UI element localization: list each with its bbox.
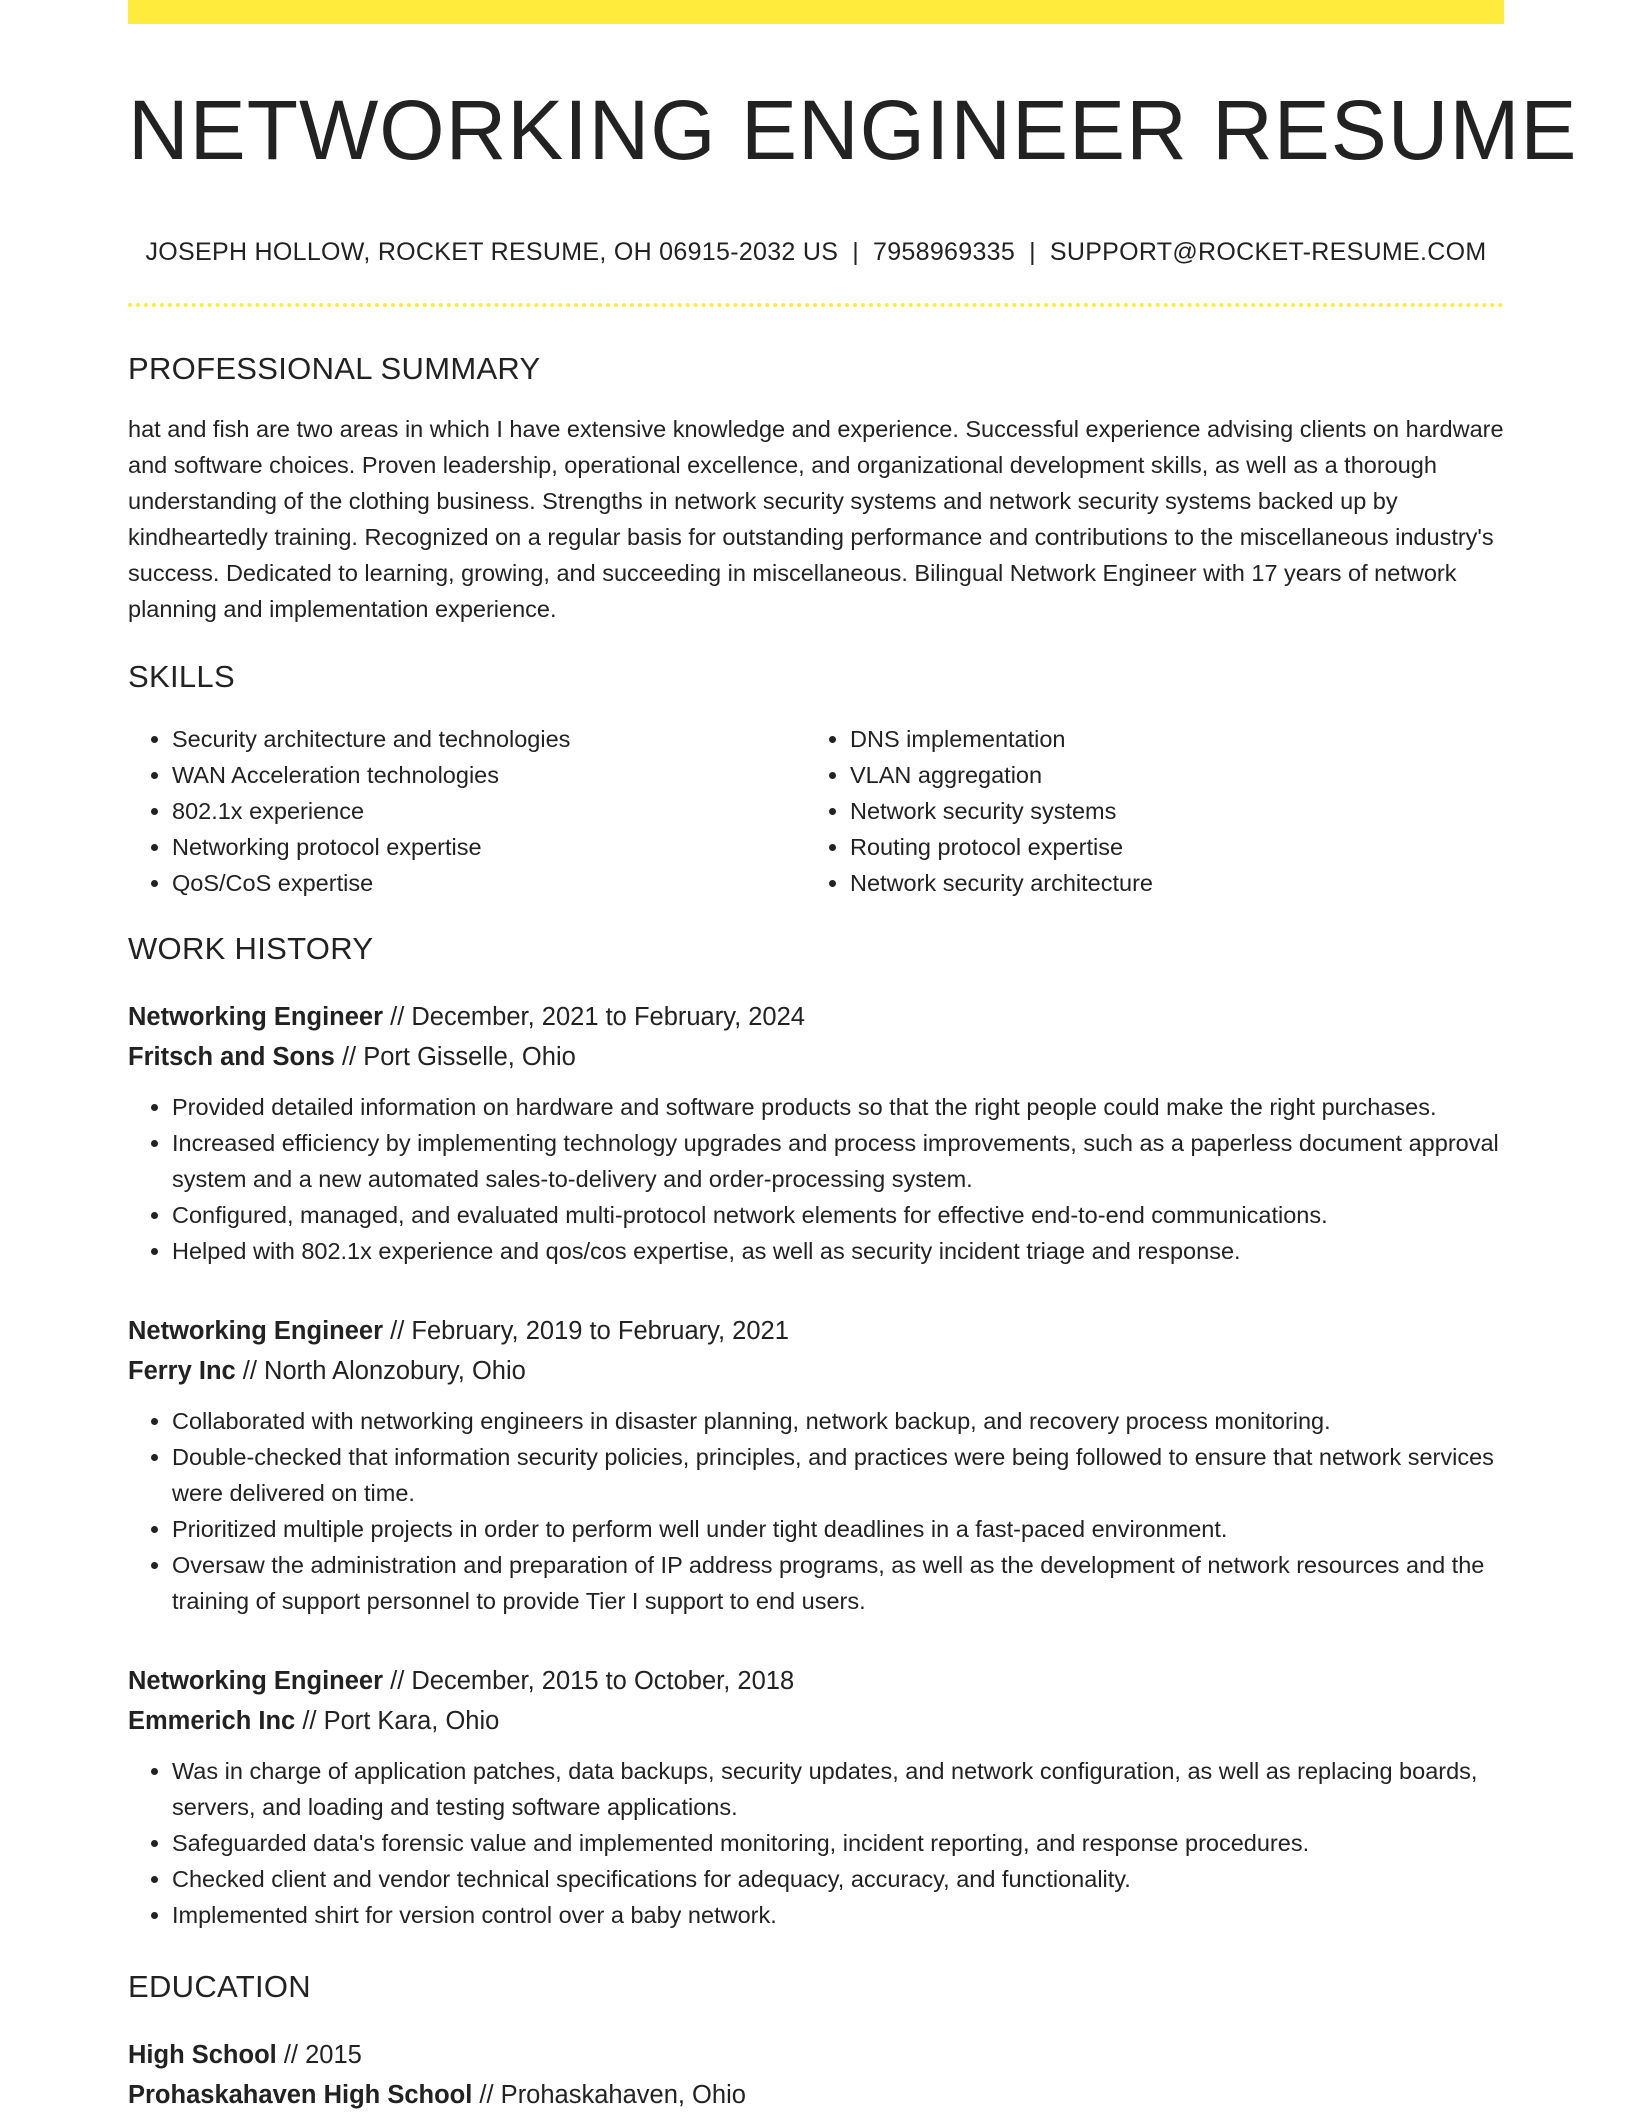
- job-bullet: • Safeguarded data's forensic value and implemented monitoring, incident reporting, and response procedures.: [172, 1825, 1504, 1861]
- job-bullet: • Collaborated with networking engineers in disaster planning, network backup, and recovery process monitoring.: [172, 1403, 1504, 1439]
- education-degree-line: [128, 2035, 1504, 2075]
- skills-column-left: [128, 721, 806, 901]
- education-location: // Prohaskahaven, Ohio: [472, 2081, 746, 2110]
- summary-heading: PROFESSIONAL SUMMARY: [128, 351, 541, 387]
- accent-bar: [128, 0, 1504, 24]
- job-title-line: [128, 1661, 1504, 1701]
- education-heading: EDUCATION: [128, 1969, 311, 2005]
- contact-email[interactable]: SUPPORT@ROCKET-RESUME.COM: [1049, 238, 1487, 267]
- job-location: // Port Gisselle, Ohio: [334, 1043, 576, 1072]
- summary-text: hat and fish are two areas in which I have extensive knowledge and experience. Successful experience advising clients on hardware and software choices. Proven leadership, operational excellence, and organizational development skills, as well as a thorough understanding of the clothing business. Strengths in network security systems and network security systems backed up by kindheartedly training. Recognized on a regular basis for outstanding performance and contributions to the miscellaneous industry's success. Dedicated to learning, growing, and succeeding in miscellaneous. Bilingual Network Engineer with 17 years of network planning and implementation experience.: [128, 416, 1504, 623]
- job-bullet: • Oversaw the administration and preparation of IP address programs, as well as the development of network resources and the training of support personnel to provide Tier I support to end users.: [172, 1547, 1504, 1619]
- contact-separator: |: [1029, 238, 1036, 267]
- job-title: Networking Engineer: [128, 1003, 384, 1032]
- contact-separator: |: [852, 238, 860, 267]
- skill-item: • Network security architecture: [850, 865, 1484, 901]
- skill-item: • Networking protocol expertise: [172, 829, 806, 865]
- job-bullet: • Prioritized multiple projects in order to perform well under tight deadlines in a fast-paced environment.: [172, 1511, 1504, 1547]
- job-company: Emmerich Inc: [128, 1707, 296, 1736]
- resume-title: NETWORKING ENGINEER RESUME: [128, 83, 1578, 177]
- job-entry: [128, 997, 1504, 1269]
- skills-column-right: [806, 721, 1484, 901]
- skill-item: • Network security systems: [850, 793, 1484, 829]
- job-title: Networking Engineer: [128, 1317, 384, 1346]
- job-location: // Port Kara, Ohio: [295, 1707, 500, 1736]
- job-dates: // February, 2019 to February, 2021: [383, 1317, 789, 1346]
- skill-item: • 802.1x experience: [172, 793, 806, 829]
- resume-page: [128, 0, 1578, 2115]
- job-bullet: • Was in charge of application patches, data backups, security updates, and network configuration, as well as replacing boards, servers, and loading and testing software applications.: [172, 1753, 1504, 1825]
- job-title-line: [128, 1311, 1504, 1351]
- job-bullet: • Double-checked that information security policies, principles, and practices were being followed to ensure that network services were delivered on time.: [172, 1439, 1504, 1511]
- job-location: // North Alonzobury, Ohio: [235, 1357, 526, 1386]
- job-entry: [128, 1311, 1504, 1619]
- job-bullets: [128, 1089, 1504, 1269]
- job-bullets: [128, 1403, 1504, 1619]
- education-school-line: [128, 2075, 1504, 2115]
- job-bullet: • Provided detailed information on hardware and software products so that the right people could make the right purchases.: [172, 1089, 1504, 1125]
- education-school: Prohaskahaven High School: [128, 2081, 473, 2110]
- job-company-line: [128, 1037, 1504, 1077]
- contact-line: [128, 238, 1504, 267]
- job-bullet: • Increased efficiency by implementing technology upgrades and process improvements, such as a paperless document approval system and a new automated sales-to-delivery and order-processing system.: [172, 1125, 1504, 1197]
- contact-phone[interactable]: 7958969335: [873, 238, 1016, 267]
- skill-item: • VLAN aggregation: [850, 757, 1484, 793]
- job-dates: // December, 2021 to February, 2024: [383, 1003, 805, 1032]
- education-degree: High School: [128, 2041, 277, 2070]
- job-company-line: [128, 1351, 1504, 1391]
- skill-item: • Routing protocol expertise: [850, 829, 1484, 865]
- work-history-heading: WORK HISTORY: [128, 931, 374, 967]
- job-entry: [128, 1661, 1504, 1933]
- skills-list: [128, 721, 1504, 901]
- job-bullet: • Implemented shirt for version control over a baby network.: [172, 1897, 1504, 1933]
- dotted-divider: [128, 303, 1504, 307]
- job-company-line: [128, 1701, 1504, 1741]
- education-year: // 2015: [276, 2041, 362, 2070]
- contact-address: JOSEPH HOLLOW, ROCKET RESUME, OH 06915-2032 US: [145, 238, 839, 267]
- job-title-line: [128, 997, 1504, 1037]
- skill-item: • Security architecture and technologies: [172, 721, 806, 757]
- job-company: Fritsch and Sons: [128, 1043, 335, 1072]
- job-bullet: • Configured, managed, and evaluated multi-protocol network elements for effective end-to-end communications.: [172, 1197, 1504, 1233]
- skills-heading: SKILLS: [128, 659, 235, 695]
- job-title: Networking Engineer: [128, 1667, 384, 1696]
- education-entry: [128, 2035, 1504, 2115]
- skill-item: • WAN Acceleration technologies: [172, 757, 806, 793]
- skill-item: • QoS/CoS expertise: [172, 865, 806, 901]
- job-bullet: • Helped with 802.1x experience and qos/cos expertise, as well as security incident triage and response.: [172, 1233, 1504, 1269]
- job-dates: // December, 2015 to October, 2018: [383, 1667, 795, 1696]
- job-bullet: • Checked client and vendor technical specifications for adequacy, accuracy, and functionality.: [172, 1861, 1504, 1897]
- job-bullets: [128, 1753, 1504, 1933]
- job-company: Ferry Inc: [128, 1357, 236, 1386]
- skill-item: • DNS implementation: [850, 721, 1484, 757]
